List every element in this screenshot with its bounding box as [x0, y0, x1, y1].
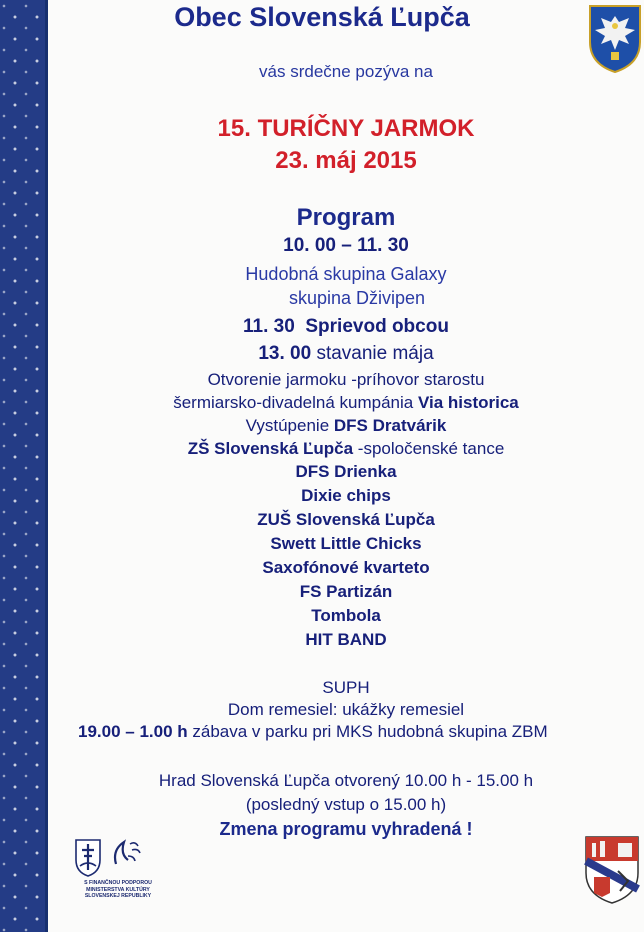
- performer-item: Dixie chips: [301, 486, 391, 505]
- performer-item: Swett Little Chicks: [270, 534, 422, 553]
- program-heading: Program: [296, 204, 396, 231]
- fencing-group: Via historica: [417, 393, 519, 412]
- program-disclaimer: Zmena programu vyhradená !: [219, 819, 473, 839]
- performance-group: DFS Dratvárik: [333, 416, 447, 435]
- program-time-3-time: 13. 00: [258, 343, 312, 364]
- program-time-3-text: stavanie mája: [316, 343, 434, 364]
- performer-item: FS Partizán: [299, 582, 393, 601]
- crafts-house-text: Dom remesiel: ukážky remesiel: [227, 700, 465, 719]
- invitation-text: vás srdečne pozýva na: [259, 62, 433, 81]
- decorative-border-strip: [0, 0, 48, 932]
- performer-item: DFS Drienka: [295, 462, 397, 481]
- performer-item: HIT BAND: [305, 630, 387, 649]
- ministry-support-text: S FINANČNOU PODPOROU MINISTERSTVA KULTÚRY SLOVENSKEJ REPUBLIKY: [84, 880, 152, 899]
- school-text: -spoločenské tance: [357, 439, 505, 458]
- performance-text: Vystúpenie: [245, 416, 330, 435]
- program-time-2-text: Sprievod obcou: [305, 316, 449, 337]
- program-band-1: Hudobná skupina Galaxy: [245, 264, 447, 284]
- program-time-3: [48, 343, 644, 365]
- performer-item: ZUŠ Slovenská Ľupča: [257, 510, 435, 529]
- suph-label: SUPH: [322, 678, 370, 697]
- program-time-2: [48, 316, 644, 338]
- program-band-2: skupina Dživipen: [288, 288, 426, 308]
- program-time-2-time: 11. 30: [243, 316, 295, 337]
- performer-item: Tombola: [311, 606, 381, 625]
- fencing-text: šermiarsko-divadelná kumpánia: [173, 393, 414, 412]
- evening-program: [78, 722, 548, 742]
- evening-text: zábava v parku pri MKS hudobná skupina ZBM: [192, 722, 548, 741]
- castle-hours: Hrad Slovenská Ľupča otvorený 10.00 h - 15.00 h: [158, 771, 534, 790]
- program-time-1: 10. 00 – 11. 30: [283, 235, 409, 256]
- castle-crest-icon: [584, 833, 640, 905]
- performer-item: Saxofónové kvarteto: [262, 558, 430, 577]
- event-date: 23. máj 2015: [275, 147, 417, 174]
- program-line-school: [48, 439, 644, 459]
- program-line-performance: [48, 416, 644, 436]
- page-title: Obec Slovenská Ľupča: [174, 2, 470, 32]
- program-line-fencing: [48, 393, 644, 413]
- last-entry: (posledný vstup o 15.00 h): [245, 795, 447, 814]
- program-line-opening: Otvorenie jarmoku -príhovor starostu: [207, 370, 485, 389]
- event-name: 15. TURÍČNY JARMOK: [217, 115, 475, 142]
- evening-time: 19.00 – 1.00 h: [78, 722, 188, 741]
- ministry-logo-icon: [72, 836, 162, 916]
- school-name: ZŠ Slovenská Ľupča: [187, 439, 354, 458]
